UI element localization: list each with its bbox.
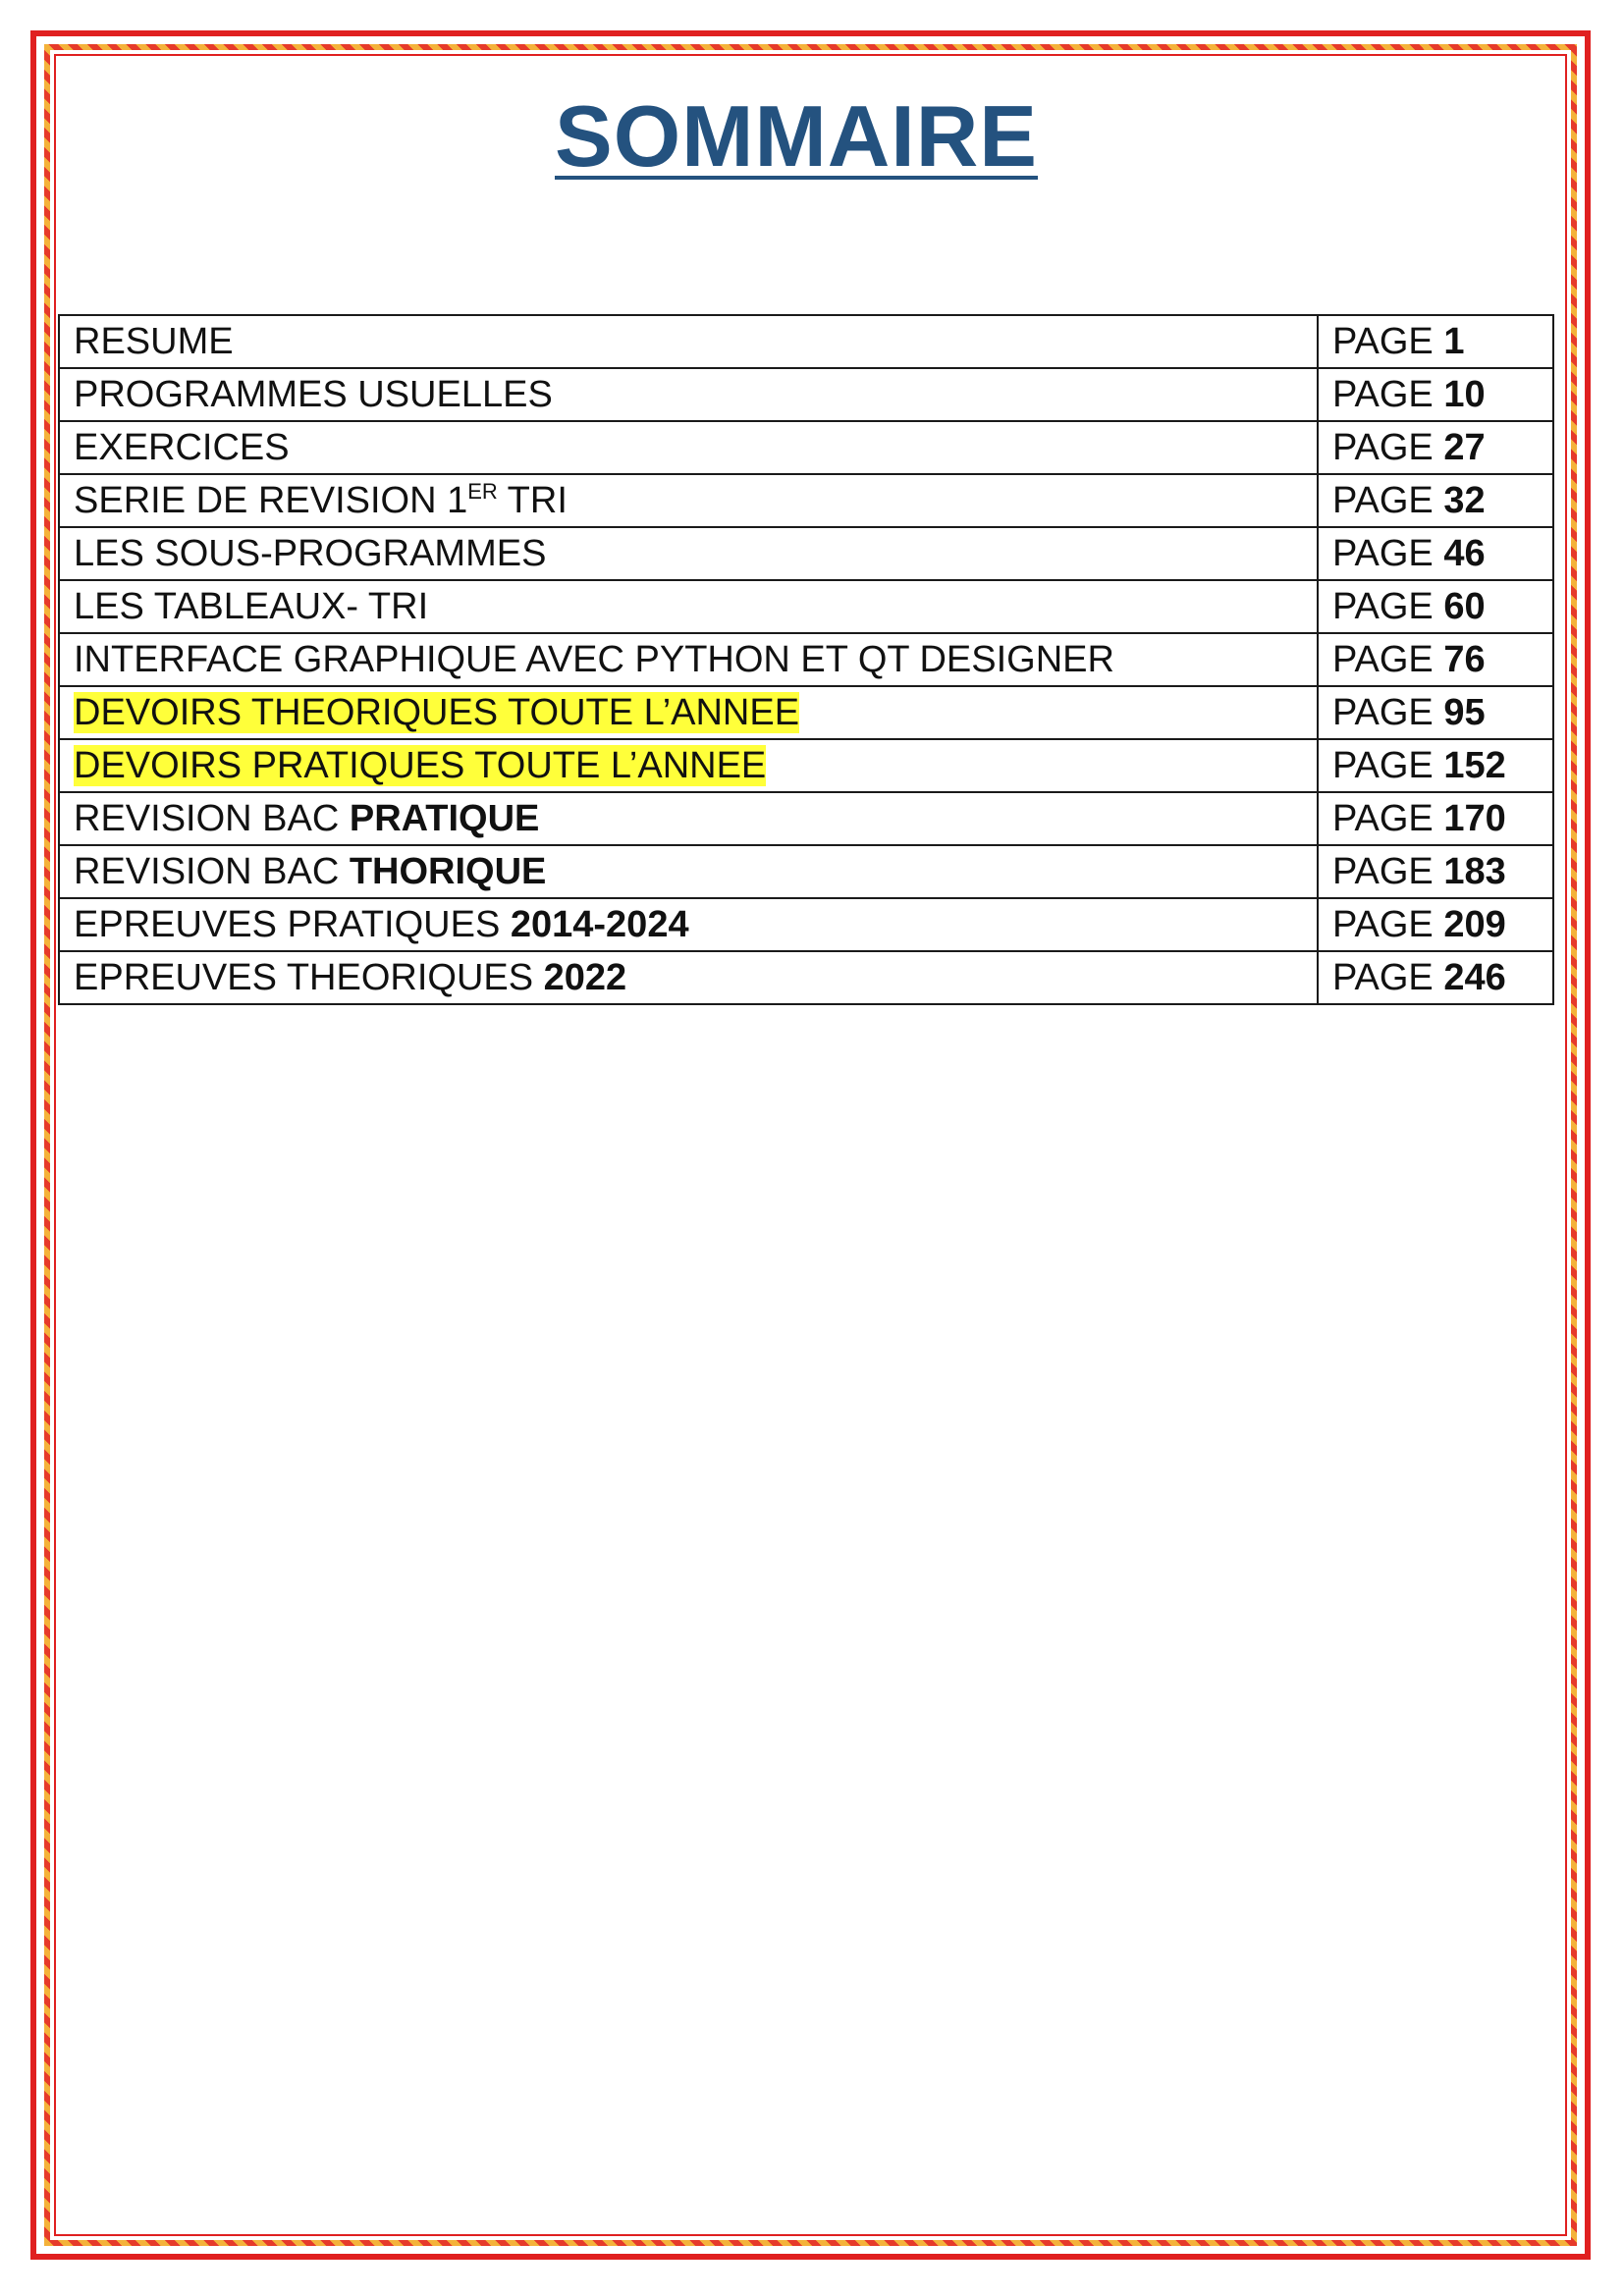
toc-entry-page: PAGE 27 [1318, 421, 1553, 474]
toc-entry-page: PAGE 32 [1318, 474, 1553, 527]
table-row [59, 951, 1553, 1004]
table-row [59, 739, 1553, 792]
table-row [59, 368, 1553, 421]
toc-entry-page: PAGE 209 [1318, 898, 1553, 951]
table-row [59, 580, 1553, 633]
table-row [59, 898, 1553, 951]
table-row [59, 792, 1553, 845]
toc-entry-page: PAGE 246 [1318, 951, 1553, 1004]
page-title-container [0, 86, 1593, 187]
toc-entry-page: PAGE 10 [1318, 368, 1553, 421]
toc-entry-label: REVISION BAC PRATIQUE [59, 792, 1318, 845]
toc-entry-page: PAGE 76 [1318, 633, 1553, 686]
toc-entry-label: INTERFACE GRAPHIQUE AVEC PYTHON ET QT DESIGNER [59, 633, 1318, 686]
toc-entry-label: REVISION BAC THORIQUE [59, 845, 1318, 898]
toc-entry-page: PAGE 183 [1318, 845, 1553, 898]
toc-entry-label: RESUME [59, 315, 1318, 368]
table-of-contents [58, 314, 1554, 1005]
toc-entry-label: SERIE DE REVISION 1ER TRI [59, 474, 1318, 527]
table-row [59, 527, 1553, 580]
toc-entry-label: EPREUVES PRATIQUES 2014-2024 [59, 898, 1318, 951]
table-row [59, 315, 1553, 368]
toc-entry-page: PAGE 46 [1318, 527, 1553, 580]
toc-entry-label: EPREUVES THEORIQUES 2022 [59, 951, 1318, 1004]
table-row [59, 633, 1553, 686]
table-row [59, 845, 1553, 898]
toc-entry-label-highlighted: DEVOIRS THEORIQUES TOUTE L’ANNEE [59, 686, 1318, 739]
toc-entry-page: PAGE 95 [1318, 686, 1553, 739]
toc-entry-page: PAGE 152 [1318, 739, 1553, 792]
toc-entry-page: PAGE 60 [1318, 580, 1553, 633]
toc-entry-page: PAGE 170 [1318, 792, 1553, 845]
table-row [59, 474, 1553, 527]
toc-entry-label: PROGRAMMES USUELLES [59, 368, 1318, 421]
toc-entry-label: EXERCICES [59, 421, 1318, 474]
table-row [59, 686, 1553, 739]
toc-entry-label-highlighted: DEVOIRS PRATIQUES TOUTE L’ANNEE [59, 739, 1318, 792]
table-row [59, 421, 1553, 474]
toc-entry-label: LES TABLEAUX- TRI [59, 580, 1318, 633]
page-title: SOMMAIRE [555, 87, 1038, 185]
toc-entry-label: LES SOUS-PROGRAMMES [59, 527, 1318, 580]
toc-entry-page: PAGE 1 [1318, 315, 1553, 368]
